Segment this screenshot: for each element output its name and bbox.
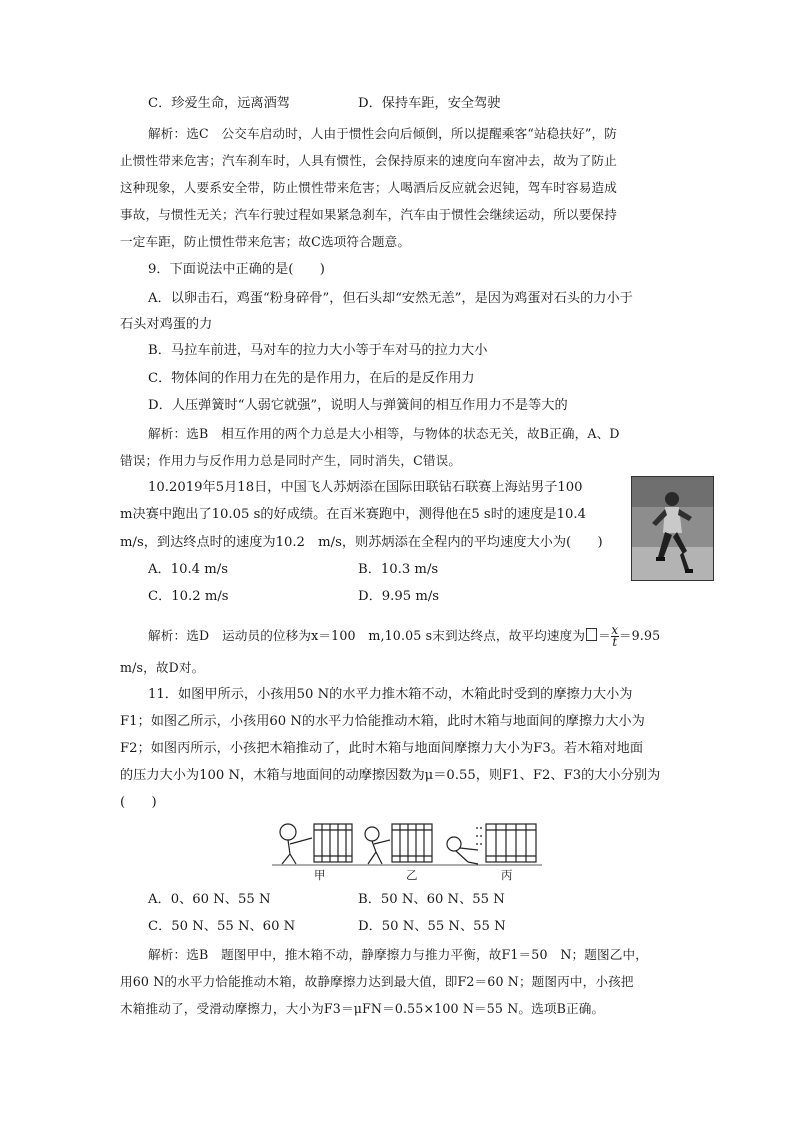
q10-analysis-line: m/s，故D对。 [120, 660, 205, 675]
q9-stem: 9．下面说法中正确的是( ) [148, 262, 325, 277]
q8-option-c: C．珍爱生命，远离酒驾 [148, 96, 290, 111]
q11-analysis-line: 木箱推动了，受滑动摩擦力，大小为F3＝μFN＝0.55×100 N＝55 N。选项B正确。 [120, 1001, 605, 1016]
q11-analysis-line: 解析：选B 题图甲中，推木箱不动，静摩擦力与推力平衡，故F1＝50 N；题图乙中， [148, 947, 648, 962]
fraction-numerator: x [611, 623, 619, 637]
q10-option-d: D．9.95 m/s [358, 589, 440, 604]
fraction-denominator: t [612, 635, 618, 649]
q9-option-d: D．人压弹簧时“人弱它就强”，说明人与弹簧间的相互作用力不是等大的 [148, 398, 568, 413]
q8-analysis-line: 事故，与惯性无关；汽车行驶过程如果紧急刹车，汽车由于惯性会继续运动，所以要保持 [120, 207, 618, 222]
q10-stem-line: 10.2019年5月18日，中国飞人苏炳添在国际田联钻石联赛上海站男子100 [148, 480, 583, 495]
q8-analysis-line: 止惯性带来危害；汽车刹车时，人具有惯性，会保持原来的速度向车窗冲去，故为了防止 [120, 153, 618, 168]
q8-analysis-line: 这种现象，人要系安全带，防止惯性带来危害；人喝酒后反应就会迟钝，驾车时容易造成 [120, 180, 618, 195]
q10-stem-line: m/s，到达终点时的速度为10.2 m/s，则苏炳添在全程内的平均速度大小为( ) [120, 535, 603, 550]
figure-label-yi: 乙 [406, 868, 418, 882]
q10-option-a: A．10.4 m/s [148, 562, 228, 577]
q8-analysis-line: 一定车距，防止惯性带来危害；故C选项符合题意。 [120, 234, 411, 249]
q8-option-d: D．保持车距，安全驾驶 [358, 96, 501, 111]
q11-analysis-line: 用60 N的水平力恰能推动木箱，故静摩擦力达到最大值，即F2＝60 N；题图丙中，小孩把 [120, 974, 634, 989]
q11-option-b: B．50 N、60 N、55 N [358, 892, 505, 907]
q10-analysis-text: 解析：选D 运动员的位移为x＝100 m,10.05 s末到达终点，故平均速度为 [148, 628, 586, 643]
q9-option-c: C．物体间的作用力在先的是作用力，在后的是反作用力 [148, 371, 475, 386]
q9-analysis-line: 解析：选B 相互作用的两个力总是大小相等，与物体的状态无关，故B正确，A、D [148, 426, 620, 441]
q11-stem-line: 11．如图甲所示，小孩用50 N的水平力推木箱不动，木箱此时受到的摩擦力大小为 [148, 687, 633, 702]
q9-analysis-line: 错误；作用力与反作用力总是同时产生，同时消失，C错误。 [120, 453, 462, 468]
q11-option-c: C．50 N、55 N、60 N [148, 919, 296, 934]
q11-option-a: A．0、60 N、55 N [148, 892, 271, 907]
q11-stem-line: ( ) [120, 795, 157, 810]
q10-analysis-result: ＝9.95 [618, 628, 661, 643]
q10-option-b: B．10.3 m/s [358, 562, 439, 577]
figure-label-jia: 甲 [314, 868, 326, 882]
q10-analysis-line: 解析：选D 运动员的位移为x＝100 m,10.05 s末到达终点，故平均速度为 ＝ $\frac{x}{t}$ ＝9.95 [148, 623, 661, 649]
figure-label-bing: 丙 [501, 868, 513, 882]
q11-stem-line: 的压力大小为100 N，木箱与地面间的动摩擦因数为μ＝0.55，则F1、F2、F3的大小分别为 [120, 768, 661, 783]
vbar-placeholder-icon [586, 628, 597, 641]
q11-stem-line: F1；如图乙所示，小孩用60 N的水平力恰能推动木箱，此时木箱与地面间的摩擦力大小为 [120, 714, 645, 729]
sprinter-photo [631, 476, 714, 581]
q9-option-b: B．马拉车前进，马对车的拉力大小等于车对马的拉力大小 [148, 343, 488, 358]
velocity-fraction [611, 625, 619, 648]
q9-option-a-cont: 石头对鸡蛋的力 [120, 317, 213, 332]
q11-option-d: D．50 N、55 N、55 N [358, 919, 506, 934]
q10-option-c: C．10.2 m/s [148, 589, 229, 604]
q11-stem-line: F2；如图丙所示，小孩把木箱推动了，此时木箱与地面间摩擦力大小为F3。若木箱对地面 [120, 741, 644, 756]
q8-analysis-line: 解析：选C 公交车启动时，人由于惯性会向后倾倒，所以提醒乘客“站稳扶好”，防 [148, 126, 617, 141]
q10-stem-line: m决赛中跑出了10.05 s的好成绩。在百米赛跑中，测得他在5 s时的速度是10.4 [120, 507, 586, 522]
q9-option-a: A．以卵击石，鸡蛋“粉身碎骨”，但石头却“安然无恙”，是因为鸡蛋对石头的力小于 [148, 291, 633, 306]
